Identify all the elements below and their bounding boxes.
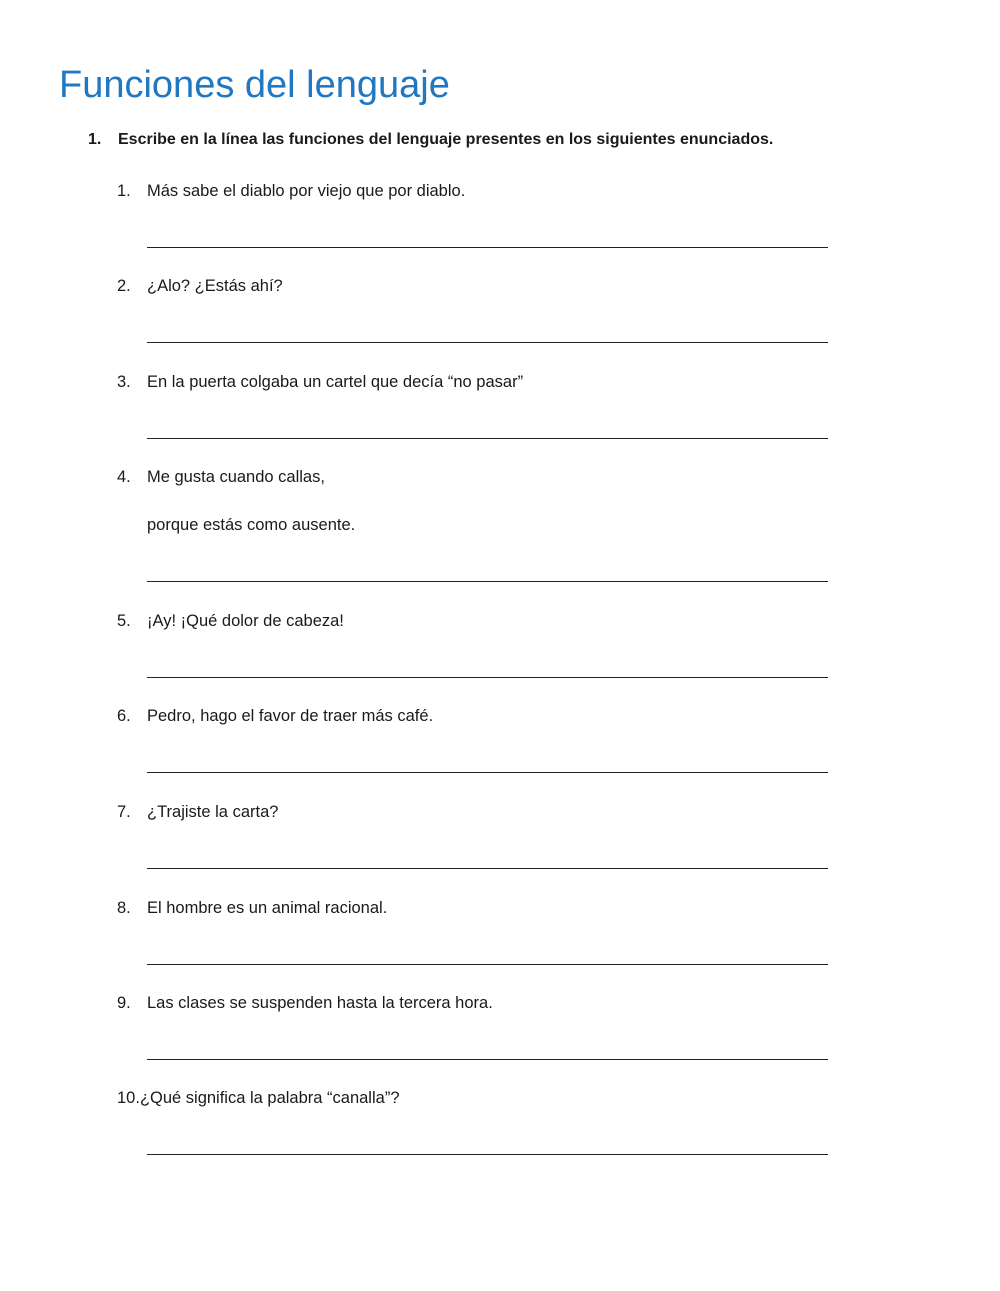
list-item: [117, 275, 283, 297]
item-number: 3.: [117, 373, 131, 391]
item-number: 7.: [117, 803, 131, 821]
answer-line-2[interactable]: [147, 342, 828, 343]
answer-line-3[interactable]: [147, 438, 828, 439]
list-item: [117, 992, 493, 1014]
item-number: 1.: [117, 182, 131, 200]
item-number: 5.: [117, 612, 131, 630]
answer-line-5[interactable]: [147, 677, 828, 678]
item-text-continuation: porque estás como ausente.: [147, 516, 356, 534]
answer-line-6[interactable]: [147, 772, 828, 773]
item-number: 6.: [117, 707, 131, 725]
item-text: ¡Ay! ¡Qué dolor de cabeza!: [147, 612, 344, 630]
list-item: [117, 705, 433, 727]
item-number: 10.: [117, 1089, 140, 1107]
answer-line-8[interactable]: [147, 964, 828, 965]
answer-line-7[interactable]: [147, 868, 828, 869]
list-item: [117, 801, 278, 823]
item-text: Me gusta cuando callas,: [147, 468, 325, 486]
item-text: ¿Qué significa la palabra “canalla”?: [139, 1089, 400, 1107]
page-title: Funciones del lenguaje: [59, 64, 450, 106]
instruction-number: 1.: [88, 131, 102, 148]
item-text: Pedro, hago el favor de traer más café.: [147, 707, 434, 725]
list-item: [117, 897, 387, 919]
answer-line-10[interactable]: [147, 1154, 828, 1155]
list-item: [117, 1087, 400, 1109]
list-item: [117, 610, 344, 632]
list-item: [117, 371, 523, 393]
instruction: [88, 129, 773, 151]
list-item: [117, 466, 325, 488]
answer-line-9[interactable]: [147, 1059, 828, 1060]
item-text: Las clases se suspenden hasta la tercera hora.: [147, 994, 493, 1012]
item-text: El hombre es un animal racional.: [147, 899, 388, 917]
item-number: 8.: [117, 899, 131, 917]
item-number: 4.: [117, 468, 131, 486]
item-text: ¿Alo? ¿Estás ahí?: [147, 277, 283, 295]
item-text: En la puerta colgaba un cartel que decía “no pasar”: [147, 373, 524, 391]
answer-line-1[interactable]: [147, 247, 828, 248]
item-number: 9.: [117, 994, 131, 1012]
item-number: 2.: [117, 277, 131, 295]
item-text: ¿Trajiste la carta?: [147, 803, 279, 821]
answer-line-4[interactable]: [147, 581, 828, 582]
list-item: [117, 180, 465, 202]
instruction-text: Escribe en la línea las funciones del lenguaje presentes en los siguientes enunciados.: [118, 131, 774, 148]
item-text: Más sabe el diablo por viejo que por diablo.: [147, 182, 466, 200]
